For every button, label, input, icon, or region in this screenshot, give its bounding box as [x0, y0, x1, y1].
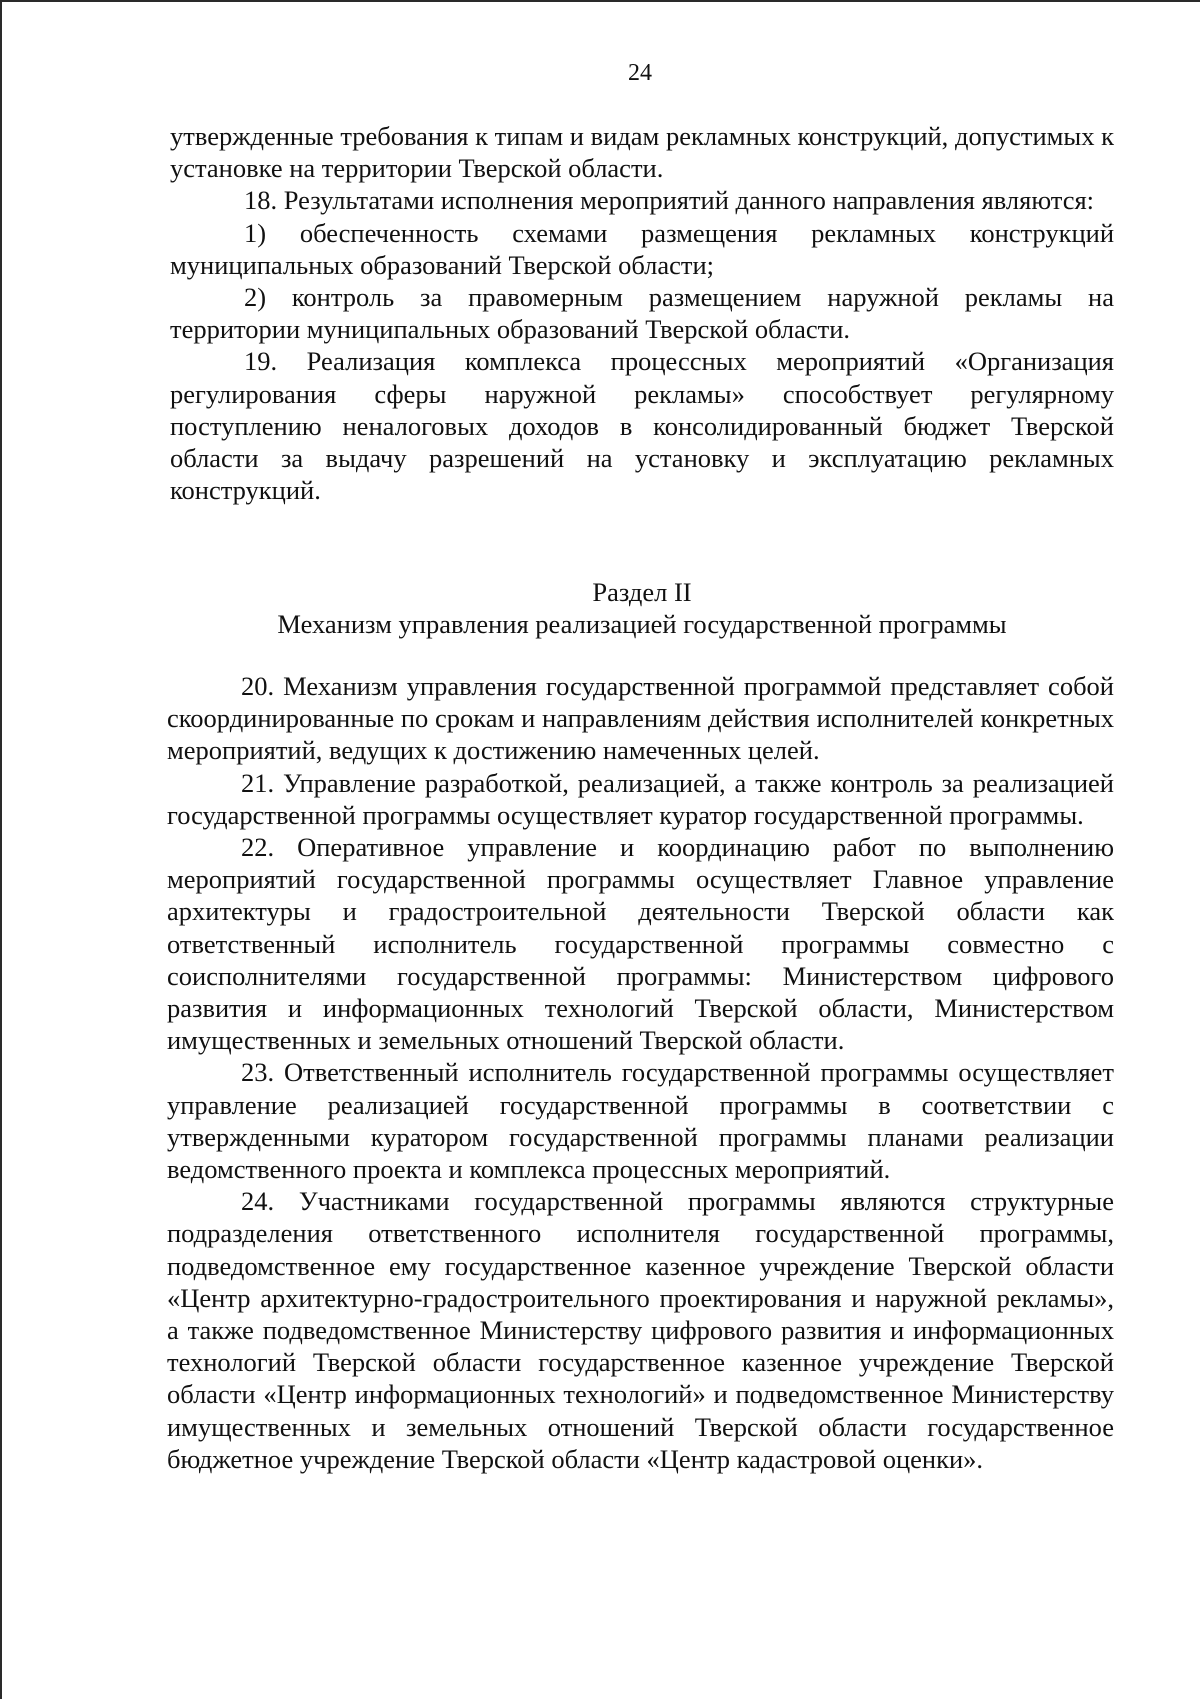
paragraph-18: 18. Результатами исполнения мероприятий данного направления являются:: [244, 185, 1095, 216]
section-label: Раздел II: [592, 577, 692, 607]
paragraph-20: 20. Механизм управления государственной программой представляет собой скоординированные по срокам и направлениям действия исполнителей конкретных мероприятий, ведущих к достижению намеченных целей.: [167, 671, 1114, 766]
paragraph-19: 19. Реализация комплекса процессных мероприятий «Организация регулирования сферы наружной рекламы» способствует регулярному поступлению неналоговых доходов в консолидированный бюджет Тверской области за выдачу разрешений на установку и эксплуатацию рекламных конструкций.: [170, 346, 1114, 506]
list-item-2: 2) контроль за правомерным размещением наружной рекламы на территории муниципальных образований Тверской области.: [170, 282, 1114, 345]
paragraph-22: 22. Оперативное управление и координацию работ по выполнению мероприятий государственной программы осуществляет Главное управление архитектуры и градостроительной деятельности Тверской области как ответственный исполнитель государственной программы совместно с соисполнителями государственной программы: Министерством цифрового развития и информационных технологий Тверской области, Министерством имущественных и земельных отношений Тверской области.: [167, 832, 1114, 1056]
paragraph-23: 23. Ответственный исполнитель государственной программы осуществляет управление реализацией государственной программы в соответствии с утвержденными куратором государственной программы планами реализации ведомственного проекта и комплекса процессных мероприятий.: [167, 1057, 1114, 1185]
page-number: 24: [628, 60, 652, 86]
list-item-1: 1) обеспеченность схемами размещения рекламных конструкций муниципальных образований Тверской области;: [170, 217, 1114, 280]
paragraph-continuation: утвержденные требования к типам и видам рекламных конструкций, допустимых к установке на территории Тверской области.: [170, 121, 1114, 184]
section-title: Механизм управления реализацией государственной программы: [277, 609, 1007, 639]
text-block-top: [170, 120, 1114, 506]
text-block-bottom: [167, 670, 1114, 1475]
scan-border-top: [0, 0, 1200, 2]
scan-border-left: [0, 0, 2, 1699]
paragraph-24: 24. Участниками государственной программы являются структурные подразделения ответственного исполнителя государственной программы, подведомственное ему государственное казенное учреждение Тверской области «Центр архитектурно-градостроительного проектирования и наружной рекламы», а также подведомственное Министерству цифрового развития и информационных технологий Тверской области государственное казенное учреждение Тверской области «Центр информационных технологий» и подведомственное Министерству имущественных и земельных отношений Тверской области государственное бюджетное учреждение Тверской области «Центр кадастровой оценки».: [167, 1186, 1114, 1474]
paragraph-21: 21. Управление разработкой, реализацией, а также контроль за реализацией государственной программы осуществляет куратор государственной программы.: [167, 767, 1114, 830]
